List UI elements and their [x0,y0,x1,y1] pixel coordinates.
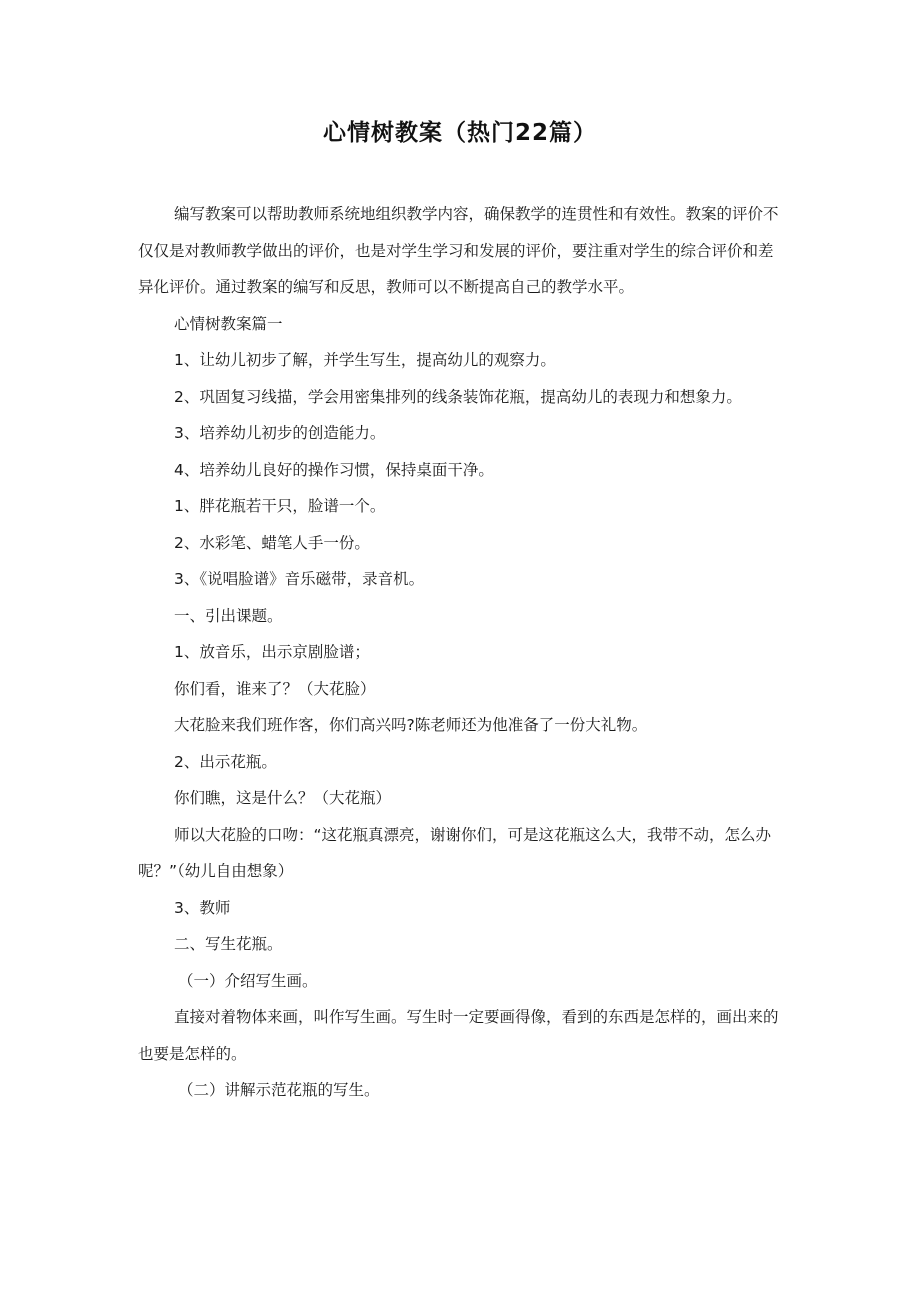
dialogue-line: 你们瞧，这是什么？（大花瓶） [174,789,392,807]
document-body [138,196,788,1109]
process-heading: 一、引出课题。 [174,606,283,625]
process-heading: 二、写生花瓶。 [174,935,283,953]
goal-item: 3、培养幼儿初步的创造能力。 [174,424,386,442]
sub-heading: （二）讲解示范花瓶的写生。 [178,1081,380,1099]
process-step: 2、出示花瓶。 [174,752,277,771]
process-step: 3、教师 [174,898,231,917]
material-item: 3、《说唱脸谱》音乐磁带，录音机。 [174,570,425,588]
material-item: 2、水彩笔、蜡笔人手一份。 [174,533,370,552]
section-heading: 心情树教案篇一 [174,314,283,333]
intro-paragraph: 编写教案可以帮助教师系统地组织教学内容，确保教学的连贯性和有效性。教案的评价不仅仅是对教师教学做出的评价，也是对学生学习和发展的评价，要注重对学生的综合评价和差异化评价。通过教案的编写和反思，教师可以不断提高自己的教学水平。 [138,205,779,296]
dialogue-line: 师以大花脸的口吻：“这花瓶真漂亮，谢谢你们，可是这花瓶这么大，我带不动，怎么办呢？”（幼儿自由想象） [138,825,772,880]
goal-item: 1、让幼儿初步了解，并学生写生，提高幼儿的观察力。 [174,351,556,369]
goal-item: 4、培养幼儿良好的操作习惯，保持桌面干净。 [174,460,494,479]
process-step: 1、放音乐，出示京剧脸谱； [174,643,370,661]
dialogue-line: 大花脸来我们班作客，你们高兴吗?陈老师还为他准备了一份大礼物。 [174,716,648,734]
goal-item: 2、巩固复习线描，学会用密集排列的线条装饰花瓶，提高幼儿的表现力和想象力。 [174,387,742,406]
material-item: 1、胖花瓶若干只，脸谱一个。 [174,497,386,515]
dialogue-line: 你们看，谁来了？（大花脸） [174,679,376,698]
sub-heading: （一）介绍写生画。 [178,971,318,990]
document-title: 心情树教案（热门22篇） [322,120,597,146]
explanation-paragraph: 直接对着物体来画，叫作写生画。写生时一定要画得像，看到的东西是怎样的，画出来的也要是怎样的。 [138,1008,779,1063]
